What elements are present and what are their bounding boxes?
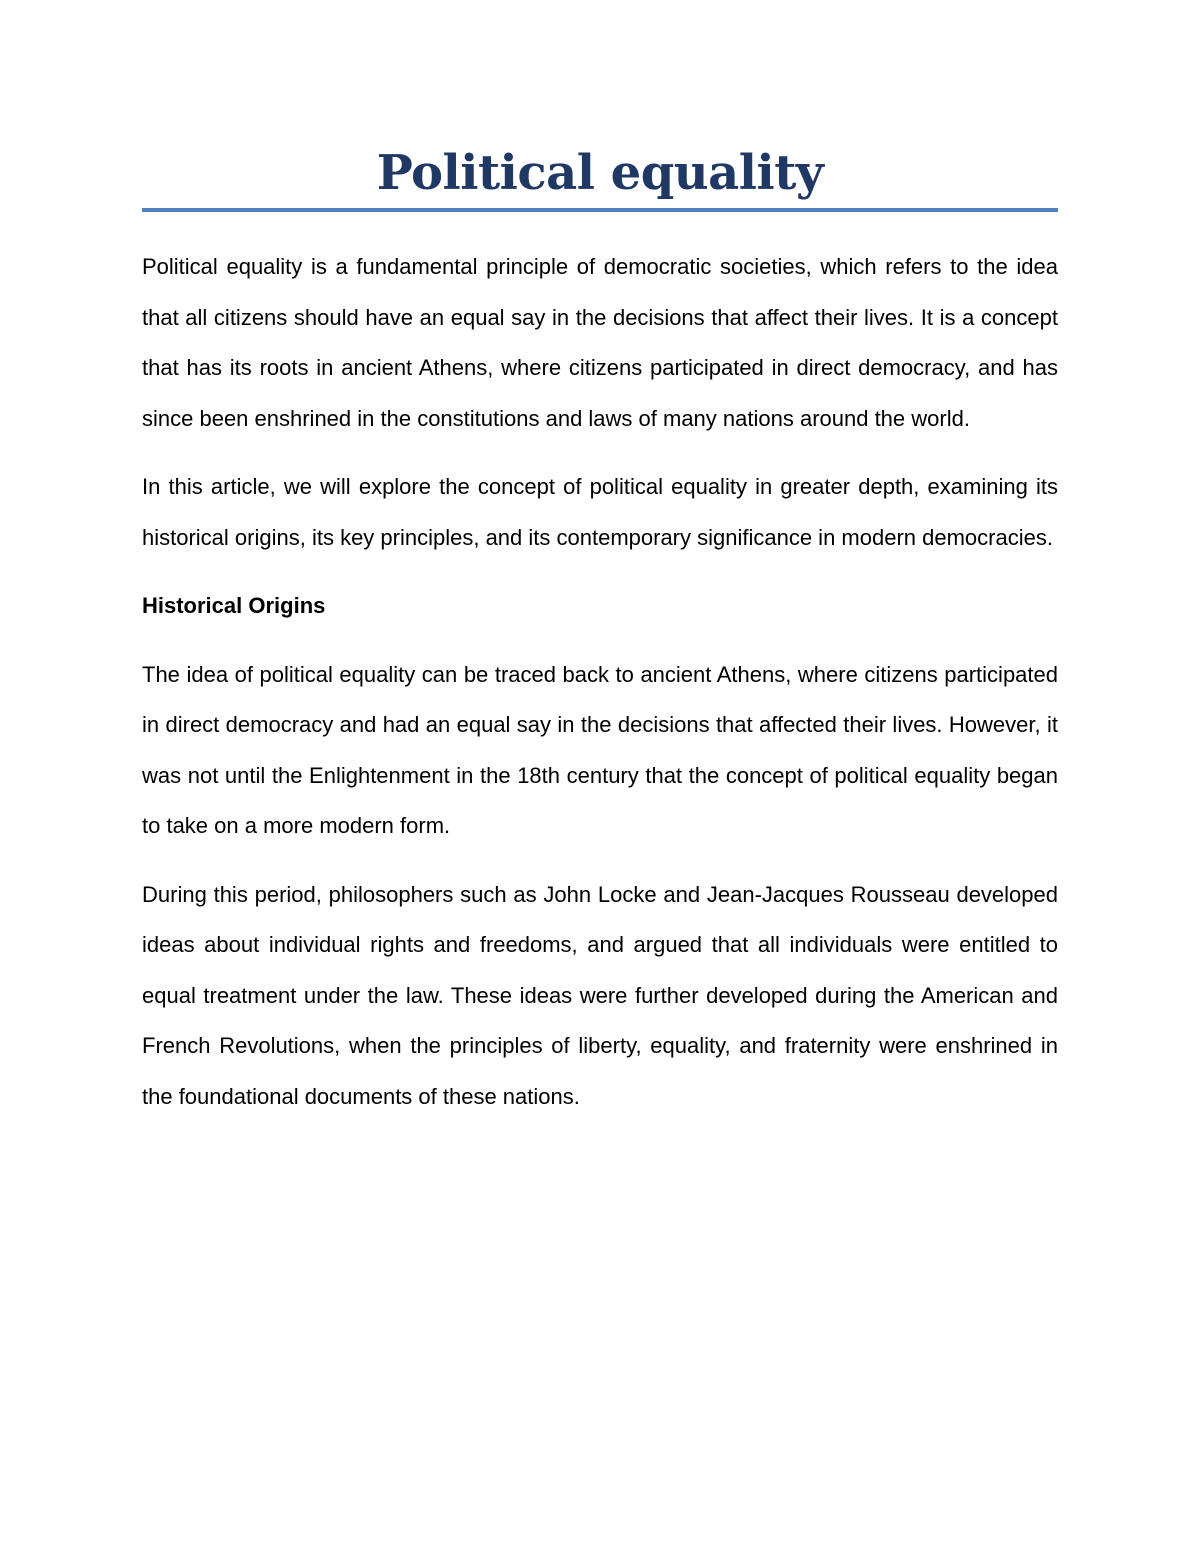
article-overview-paragraph: In this article, we will explore the concept of political equality in greater depth, examining its historical origins, its key principles, and its contemporary significance in modern democracies. [142,474,1058,550]
history-paragraph-enlightenment: During this period, philosophers such as John Locke and Jean-Jacques Rousseau developed ideas about individual rights and freedoms, and argued that all individuals were entitled to equal treatment under the law. These ideas were further developed during the American and French Revolutions, when the principles of liberty, equality, and fraternity were enshrined in the foundational documents of these nations. [142,881,1058,1109]
title-underline-rule [142,208,1058,212]
section-heading-historical-origins: Historical Origins [142,593,326,618]
document-title: Political equality [376,145,824,201]
history-paragraph-athens: The idea of political equality can be traced back to ancient Athens, where citizens participated in direct democracy and had an equal say in the decisions that affected their lives. However, it was not until the Enlightenment in the 18th century that the concept of political equality began to take on a more modern form. [142,661,1058,838]
intro-paragraph: Political equality is a fundamental principle of democratic societies, which refers to the idea that all citizens should have an equal say in the decisions that affect their lives. It is a concept that has its roots in ancient Athens, where citizens participated in direct democracy, and has since been enshrined in the constitutions and laws of many nations around the world. [142,254,1058,431]
document-page [142,140,1058,1140]
